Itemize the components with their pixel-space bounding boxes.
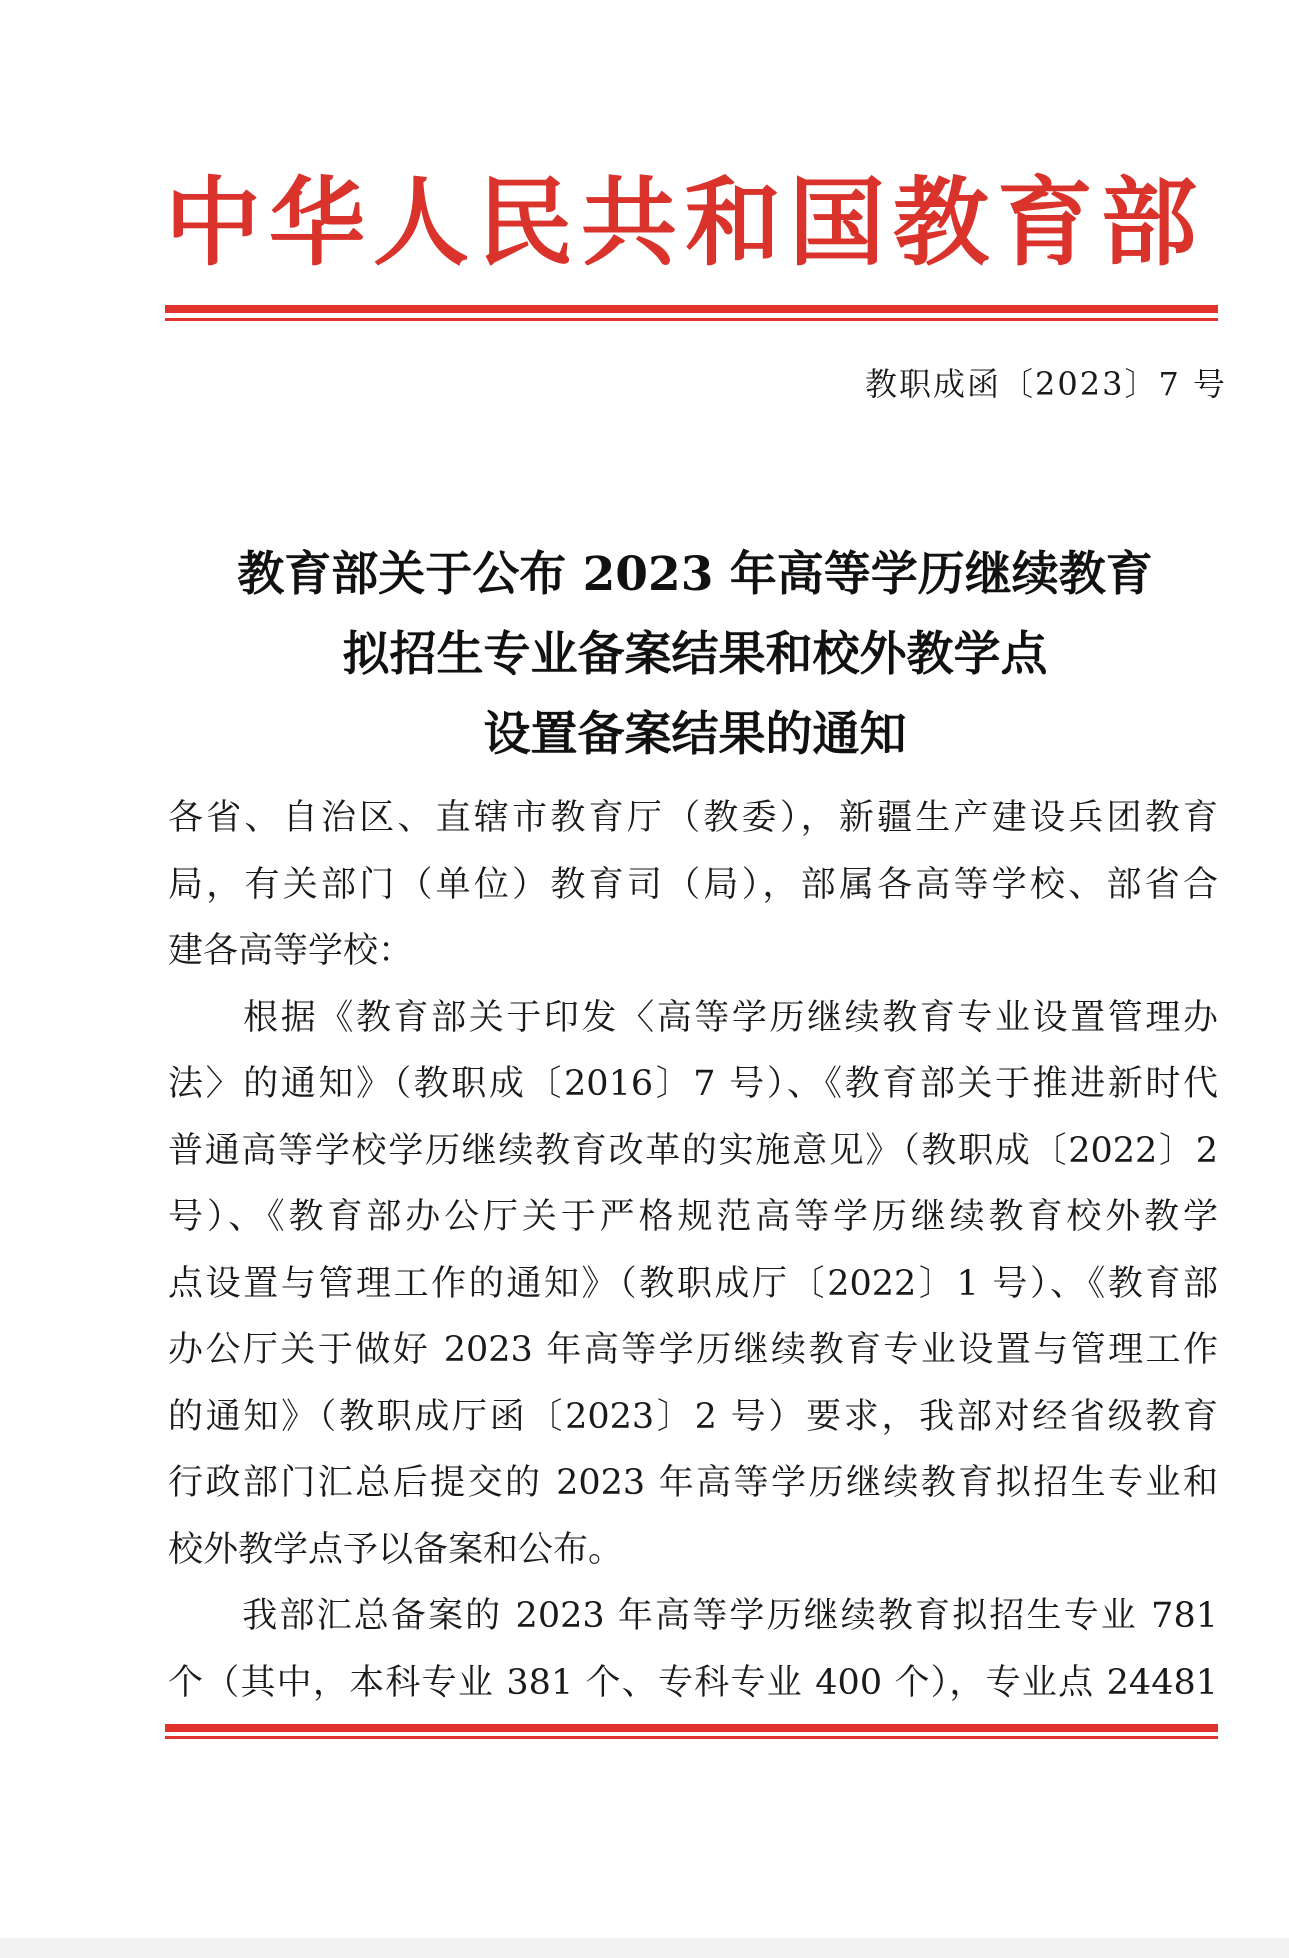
title-line-3: 设置备案结果的通知 xyxy=(483,707,907,762)
top-red-rule-thick xyxy=(165,305,1218,313)
body-line: 号）、《教育部办公厅关于严格规范高等学历继续教育校外教学 xyxy=(168,1197,1218,1237)
title-line-2: 拟招生专业备案结果和校外教学点 xyxy=(342,627,1048,682)
body-line: 个（其中，本科专业 381 个、专科专业 400 个），专业点 24481 xyxy=(168,1662,1218,1703)
body-line: 法〉的通知》（教职成〔2016〕7 号）、《教育部关于推进新时代 xyxy=(168,1064,1218,1104)
title-line-1: 教育部关于公布 2023 年高等学历继续教育 xyxy=(237,547,1153,602)
page-bottom-edge xyxy=(0,1938,1289,1958)
body-line: 普通高等学校学历继续教育改革的实施意见》（教职成〔2022〕2 xyxy=(168,1130,1218,1171)
body-line: 建各高等学校： xyxy=(168,931,414,971)
document-body xyxy=(168,785,1218,1716)
body-line: 局，有关部门（单位）教育司（局），部属各高等学校、部省合 xyxy=(168,864,1218,905)
document-number: 教职成函〔2023〕7 号 xyxy=(865,365,1227,403)
body-line: 校外教学点予以备案和公布。 xyxy=(168,1529,624,1570)
body-line: 的通知》（教职成厅函〔2023〕2 号）要求，我部对经省级教育 xyxy=(168,1396,1218,1437)
body-line: 行政部门汇总后提交的 2023 年高等学历继续教育拟招生专业和 xyxy=(168,1463,1218,1503)
document-title xyxy=(140,535,1250,775)
body-line: 根据《教育部关于印发〈高等学历继续教育专业设置管理办 xyxy=(168,997,1218,1038)
body-line: 各省、自治区、直辖市教育厅（教委），新疆生产建设兵团教育 xyxy=(168,798,1218,838)
bottom-red-rule-thick xyxy=(165,1724,1218,1732)
top-red-rule-thin xyxy=(165,318,1218,321)
masthead-title: 中华人民共和国教育部 xyxy=(165,166,1205,279)
body-line: 点设置与管理工作的通知》（教职成厅〔2022〕1 号）、《教育部 xyxy=(168,1263,1218,1304)
body-line: 我部汇总备案的 2023 年高等学历继续教育拟招生专业 781 xyxy=(168,1596,1218,1636)
bottom-red-rule-thin xyxy=(165,1736,1218,1739)
body-line: 办公厅关于做好 2023 年高等学历继续教育专业设置与管理工作 xyxy=(168,1330,1218,1370)
